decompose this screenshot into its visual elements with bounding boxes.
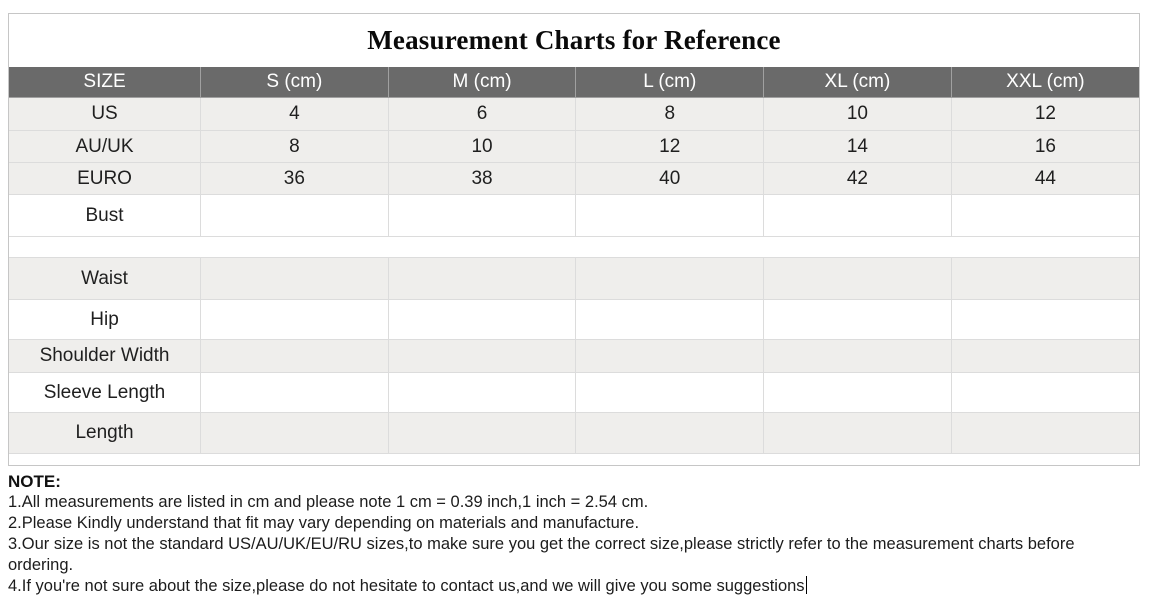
value-cell (388, 258, 576, 300)
header-cell-l: L (cm) (576, 67, 764, 98)
value-cell (388, 340, 576, 373)
value-cell (951, 340, 1139, 373)
spacer-row (9, 237, 1139, 258)
value-cell (201, 413, 389, 454)
note-item-4 (8, 576, 1133, 597)
row-label-cell: Length (9, 413, 201, 454)
value-cell (201, 258, 389, 300)
value-cell (201, 195, 389, 237)
size-table-header-row (9, 67, 1139, 98)
value-cell (764, 300, 952, 340)
row-label-cell: Bust (9, 195, 201, 237)
table-row (9, 131, 1139, 163)
value-cell: 4 (201, 98, 389, 131)
note-item-3-text: 3.Our size is not the standard US/AU/UK/EU/RU sizes,to make sure you get the correct size,please strictly refer to the measurement charts before ordering. (8, 535, 1075, 574)
value-cell (201, 373, 389, 413)
header-cell-xxl: XXL (cm) (951, 67, 1139, 98)
value-cell (951, 195, 1139, 237)
value-cell (201, 237, 389, 258)
value-cell (764, 258, 952, 300)
value-cell (951, 413, 1139, 454)
row-label-cell: Shoulder Width (9, 340, 201, 373)
value-cell (388, 300, 576, 340)
value-cell (201, 300, 389, 340)
text-cursor-caret (806, 576, 808, 594)
table-row (9, 373, 1139, 413)
value-cell: 10 (764, 98, 952, 131)
note-item-1 (8, 492, 1133, 513)
note-item-2-text: 2.Please Kindly understand that fit may vary depending on materials and manufacture. (8, 514, 640, 532)
value-cell (764, 340, 952, 373)
value-cell: 42 (764, 163, 952, 195)
row-label-cell (9, 237, 201, 258)
value-cell (576, 413, 764, 454)
notes-section (8, 471, 1133, 597)
value-cell (951, 373, 1139, 413)
header-cell-xl: XL (cm) (764, 67, 952, 98)
value-cell (576, 258, 764, 300)
value-cell (576, 340, 764, 373)
note-item-4-text: 4.If you're not sure about the size,please do not hesitate to contact us,and we will give you some suggestions (8, 577, 805, 595)
value-cell: 40 (576, 163, 764, 195)
value-cell (388, 237, 576, 258)
value-cell: 10 (388, 131, 576, 163)
value-cell: 44 (951, 163, 1139, 195)
value-cell (951, 300, 1139, 340)
value-cell (951, 237, 1139, 258)
table-row (9, 258, 1139, 300)
table-row (9, 163, 1139, 195)
table-row (9, 413, 1139, 454)
value-cell (388, 195, 576, 237)
note-item-3 (8, 534, 1133, 576)
value-cell (764, 237, 952, 258)
header-cell-m: M (cm) (388, 67, 576, 98)
table-row (9, 98, 1139, 131)
size-table (9, 67, 1139, 454)
size-chart-panel (8, 13, 1140, 466)
value-cell (576, 373, 764, 413)
value-cell: 38 (388, 163, 576, 195)
value-cell: 6 (388, 98, 576, 131)
value-cell: 8 (201, 131, 389, 163)
value-cell (764, 373, 952, 413)
header-cell-size: SIZE (9, 67, 201, 98)
row-label-cell: Waist (9, 258, 201, 300)
value-cell (764, 195, 952, 237)
value-cell (201, 340, 389, 373)
value-cell (576, 300, 764, 340)
row-label-cell: Sleeve Length (9, 373, 201, 413)
value-cell: 16 (951, 131, 1139, 163)
notes-heading: NOTE: (8, 472, 61, 491)
value-cell (388, 373, 576, 413)
value-cell: 36 (201, 163, 389, 195)
row-label-cell: AU/UK (9, 131, 201, 163)
table-row (9, 340, 1139, 373)
value-cell: 8 (576, 98, 764, 131)
row-label-cell: EURO (9, 163, 201, 195)
table-row (9, 195, 1139, 237)
chart-title: Measurement Charts for Reference (367, 25, 781, 55)
value-cell (764, 413, 952, 454)
value-cell (951, 258, 1139, 300)
value-cell (576, 195, 764, 237)
table-row (9, 300, 1139, 340)
value-cell (388, 413, 576, 454)
note-item-2 (8, 513, 1133, 534)
value-cell (576, 237, 764, 258)
row-label-cell: Hip (9, 300, 201, 340)
value-cell: 14 (764, 131, 952, 163)
header-cell-s: S (cm) (201, 67, 389, 98)
row-label-cell: US (9, 98, 201, 131)
value-cell: 12 (576, 131, 764, 163)
note-item-1-text: 1.All measurements are listed in cm and please note 1 cm = 0.39 inch,1 inch = 2.54 cm. (8, 493, 649, 511)
value-cell: 12 (951, 98, 1139, 131)
